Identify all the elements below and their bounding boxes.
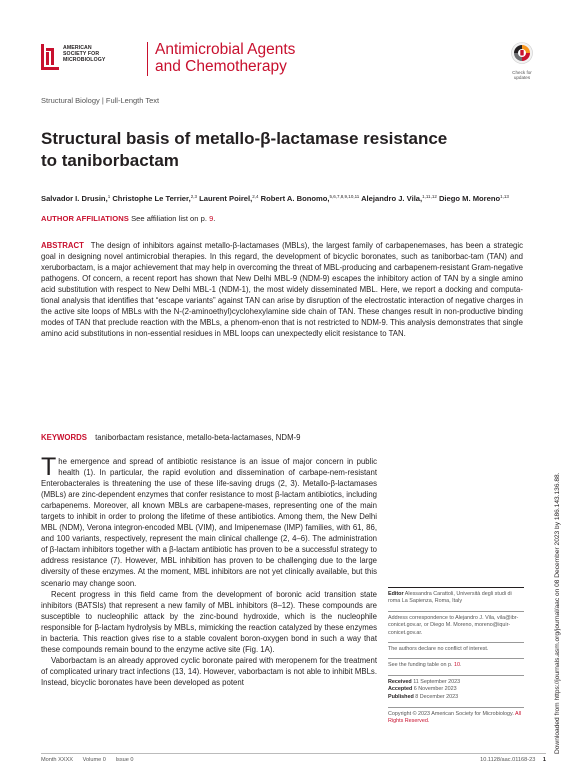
affiliations-text: See affiliation list on p. <box>131 214 207 223</box>
article-title-line: to taniborbactam <box>41 151 179 170</box>
paragraph-text: he emergence and spread of antibiotic resistance is an issue of major concern in public health (1). In particular, the rapid evolution and dissemination of carbape-nem-resistant Enterobacterales is threatening the use of these life-saving drugs (2, 3). Metallo-β-lactamases (MBLs) are zinc-dependent enzymes that confer resistance to most β-lactam antibiotics, including carbapenems. Moreover, all known MBLs are carbapene-mases, representing one of the main targets to inhibit in order to prolong the lifetime of these antibiotics. Among them, the New Delhi MBL (NDM), Verona integron-encoded MBL (VIM), and Imipenemase (IMP) families, with 61, 86, and 100 variants, respectively, represent the main clinical challenge (2, 4–6). The administration of β-lactam inhibitors together with a β-lactam antibiotic has proven to be a successful strategy to address resistance (7). However, MBL inhibition has proven to be challenging due to the large diversity of these enzymes. At the moment, MBL inhibitors are not yet clinically available, but this scenario may change soon. <box>41 457 378 588</box>
accepted-date <box>388 686 524 694</box>
asm-logo-icon <box>41 44 59 70</box>
updates-line: updates <box>513 75 531 81</box>
check-for-updates-icon <box>511 42 533 64</box>
keywords <box>41 432 301 443</box>
footer-page-number: 1 <box>542 757 546 763</box>
published-date <box>388 694 524 702</box>
rights-link[interactable]: All Rights Reserved. <box>388 710 522 725</box>
editor-label: Editor <box>388 591 404 597</box>
keywords-label: KEYWORDS <box>41 433 87 442</box>
article-dates <box>388 675 524 702</box>
author-affiliation-marks: 5,6,7,8,9,10,11 <box>329 194 360 199</box>
author-affiliation-marks: 1 <box>107 194 111 199</box>
author-name: Salvador I. Drusin, <box>41 194 108 203</box>
received-date <box>388 679 524 687</box>
society-name <box>63 45 105 64</box>
asm-logo <box>41 44 116 76</box>
copyright-text: Copyright © 2023 American Society for Microbiology. <box>388 710 514 717</box>
author[interactable] <box>361 194 437 203</box>
header-divider <box>147 42 148 76</box>
footer-volume: Volume 0 <box>82 757 106 763</box>
author-name: Diego M. Moreno <box>438 194 501 203</box>
page-footer <box>41 753 546 765</box>
society-line: SOCIETY FOR <box>63 51 100 58</box>
published-value: 8 December 2023 <box>415 694 459 701</box>
correspondence-info[interactable]: Address correspondence to Alejandro J. Vila, vila@ibr-conicet.gov.ar, or Diego M. Moreno, moreno@iquir-conicet.gov.ar. <box>388 611 524 637</box>
footer-issue-info <box>41 757 142 763</box>
body-paragraph: Vaborbactam is an already approved cyclic boronate paired with meropenem for the treatment of complicated urinary tract infections (13, 14). However, vaborbactam is not able to inhibit MBLs. Instead, bicyclic boronates have been developed as potent <box>41 655 377 687</box>
article-title-line: Structural basis of metallo-β-lactamase resistance <box>41 129 448 148</box>
article-title <box>41 128 511 172</box>
affiliations-page-link[interactable]: 9 <box>209 214 214 223</box>
article-type: Structural Biology | Full-Length Text <box>41 96 160 105</box>
download-note-text: Downloaded from https://journals.asm.org/journal/aac on 08 December 2023 by 186.143.136.88. <box>554 472 561 754</box>
author[interactable] <box>112 194 197 203</box>
funding-page-link[interactable]: 10 <box>453 662 460 669</box>
footer-doi-info <box>480 757 546 763</box>
author-name: Laurent Poirel, <box>199 194 253 203</box>
article-info-sidebar <box>388 587 524 730</box>
author-affiliations <box>41 214 215 224</box>
funding-end: . <box>459 662 462 669</box>
abstract-text: The design of inhibitors against metallo-β-lactamases (MBLs), the largest family of carbapenemases, has been a strategic goal in designing novel antimicrobial therapies. In this regard, the development of bicyclic boronates, such as taniborbac-tam (TAN) and xeruborbactam, is a major achievement that may help in overcoming the threat of MBL-producing and carbapenem-resistant Gram-negative pathogens. Of concern, a recent report has shown that New Delhi MBL-9 (NDM-9) escapes the inhibitory action of TAN by a single amino acid substitution with respect to New Delhi MBL-1 (NDM-1), the most widely disseminated MBL. Here, we report a docking and computa-tional analysis that identifies that “escape variants” against TAN can arise by disruption of the electrostatic interaction of negative charges in the active site loops of MBLs with the N-(2-aminoethyl)cyclohexylamine side chain of TAN. These changes result in non-productive binding modes of TAN that preclude reaction with the MBLs, a phenom-enon that is not restricted to NDM-9. This analysis demonstrates that single amino acid substitutions in non-essential residues in MBL loops can unexpectedly elicit resistance to TAN. <box>41 241 523 339</box>
body-paragraph: Recent progress in this field came from the development of boronic acid transition state inhibitors (BATSIs) that represent a new family of MBL inhibitors (8–12). These compounds are susceptible to nucleophilic attack by the zinc-bound hydroxide, which is the nucleophile responsible for β-lactam hydrolysis by MBLs, mimicking the reaction catalyzed by these enzymes in bacteria. This reaction gives rise to a stable covalent boron-oxygen bond in such a way that these compounds remain bound to the enzyme active site (Fig. 1A). <box>41 589 377 654</box>
drop-cap: T <box>41 453 57 481</box>
journal-header <box>41 40 561 80</box>
footer-month: Month XXXX <box>41 757 74 763</box>
check-for-updates-button[interactable] <box>507 42 537 81</box>
author[interactable] <box>199 194 258 203</box>
body-paragraph <box>41 453 378 589</box>
conflict-statement: The authors declare no conflict of interest. <box>388 642 524 653</box>
abstract-label: ABSTRACT <box>41 241 84 250</box>
author-name: Robert A. Bonomo, <box>260 194 330 203</box>
article-body <box>41 453 378 688</box>
affiliations-label: AUTHOR AFFILIATIONS <box>41 214 129 223</box>
journal-title-line: and Chemotherapy <box>155 58 287 75</box>
received-label: Received <box>388 678 412 685</box>
author-affiliation-marks: 1,11,12 <box>422 194 437 199</box>
author[interactable] <box>439 194 509 203</box>
journal-title-line: Antimicrobial Agents <box>155 41 296 58</box>
author-affiliation-marks: 2,4 <box>252 194 259 199</box>
society-line: MICROBIOLOGY <box>63 57 106 64</box>
abstract <box>41 240 523 339</box>
keywords-text: taniborbactam resistance, metallo-beta-lactamases, NDM-9 <box>95 433 301 442</box>
author-affiliation-marks: 2,3 <box>190 194 197 199</box>
funding-note <box>388 658 524 669</box>
download-watermark <box>545 434 561 754</box>
footer-issue: Issue 0 <box>115 757 134 763</box>
accepted-value: 6 November 2023 <box>413 686 457 693</box>
editor-text: Alessandra Carattoli, Università degli studi di roma La Sapienza, Roma, Italy <box>388 591 512 605</box>
copyright-notice <box>388 707 524 726</box>
check-for-updates-label <box>507 70 537 80</box>
society-line: AMERICAN <box>63 45 92 51</box>
footer-doi-link[interactable]: 10.1128/aac.01168-23 <box>480 757 536 763</box>
author[interactable] <box>261 194 360 203</box>
accepted-label: Accepted <box>388 686 413 693</box>
author-list <box>41 192 561 204</box>
received-value: 11 September 2023 <box>413 678 461 685</box>
updates-line: Check for <box>512 70 532 75</box>
affiliations-end: . <box>213 214 216 223</box>
published-label: Published <box>388 694 414 701</box>
funding-text: See the funding table on p. <box>388 662 453 669</box>
author-name: Alejandro J. Vila, <box>361 194 423 203</box>
journal-title[interactable] <box>155 41 295 75</box>
author-name: Christophe Le Terrier, <box>112 194 191 203</box>
author-affiliation-marks: 1,13 <box>500 194 509 199</box>
author[interactable] <box>41 194 110 203</box>
editor-info <box>388 587 524 606</box>
